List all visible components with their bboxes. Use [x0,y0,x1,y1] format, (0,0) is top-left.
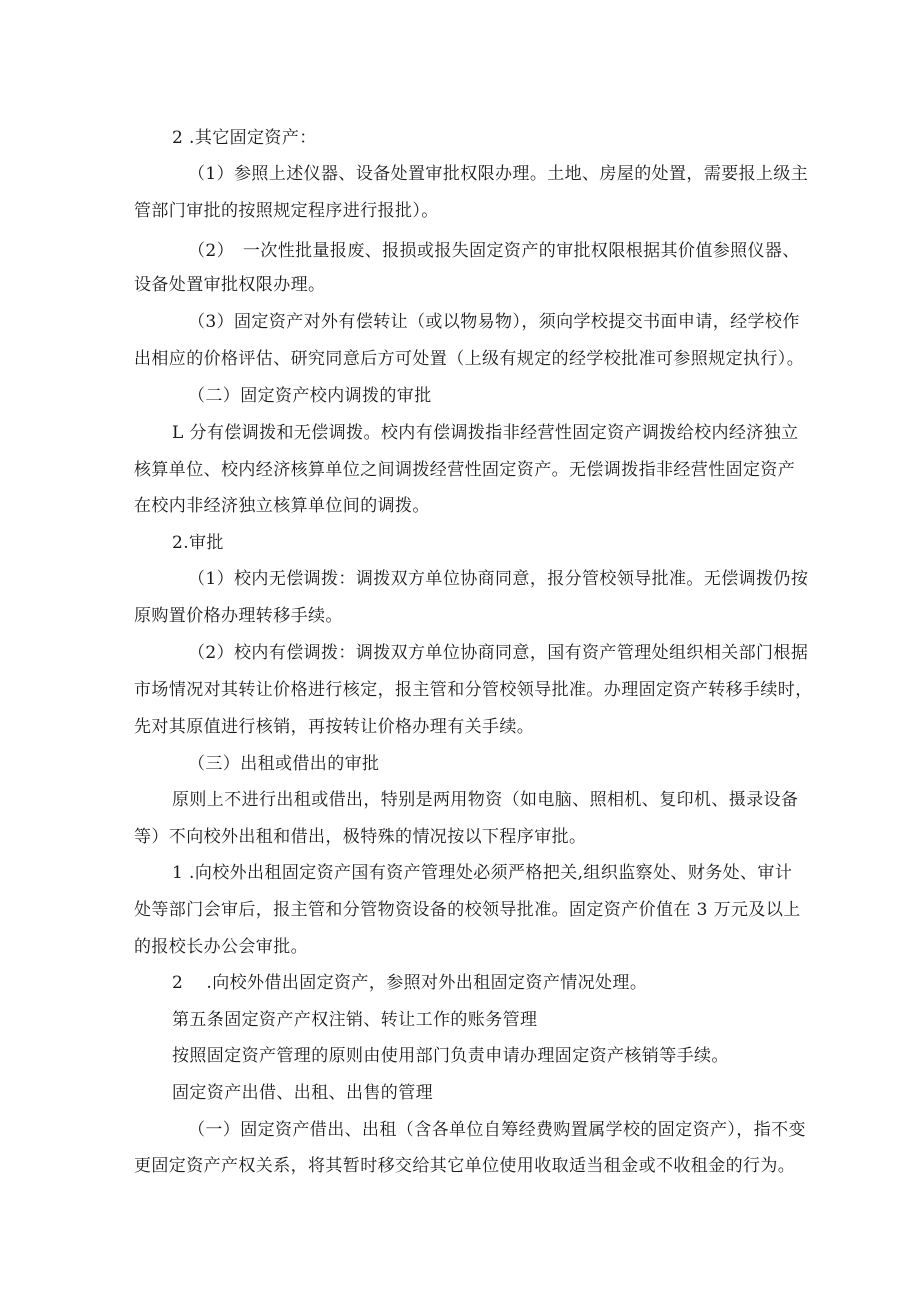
text-line: 核算单位、校内经济核算单位之间调拨经营性固定资产。无偿调拨指非经营性固定资产 [134,460,796,480]
text-line: （1）参照上述仪器、设备处置审批权限办理。土地、房屋的处置，需要报上级主 [188,164,809,184]
text-line: 原购置价格办理转移手续。 [134,606,343,626]
text-line: （一）固定资产借出、出租（含各单位自筹经费购置属学校的固定资产），指不变 [188,1120,806,1140]
text-line: 原则上不进行出租或借出，特别是两用物资（如电脑、照相机、复印机、摄录设备 [172,790,799,810]
text-line: 市场情况对其转让价格进行核定，报主管和分管校领导批准。办理固定资产转移手续时， [134,680,813,700]
subsection-heading: 2.审批 [172,533,224,553]
text-line: 出相应的价格评估、研究同意后方可处置（上级有规定的经学校批准可参照规定执行）。 [134,349,805,369]
text-line: 在校内非经济独立核算单位间的调拨。 [134,496,430,516]
text-line: （2）校内有偿调拨：调拨双方单位协商同意，国有资产管理处组织相关部门根据 [188,643,809,663]
article-heading: 第五条固定资产产权注销、转让工作的账务管理 [172,1010,538,1030]
text-line: 等）不向校外出租和借出，极特殊的情况按以下程序审批。 [134,827,587,847]
text-line: 按照固定资产管理的原则由使用部门负责申请办理固定资产核销等手续。 [172,1046,729,1066]
text-line: 2 .向校外借出固定资产，参照对外出租固定资产情况处理。 [172,973,648,993]
text-line: （1）校内无偿调拨：调拨双方单位协商同意，报分管校领导批准。无偿调拨仍按 [188,569,809,589]
text-line: 管部门审批的按照规定程序进行报批）。 [134,201,439,221]
text-line: 1 .向校外出租固定资产国有资产管理处必须严格把关,组织监察处、财务处、审计 [172,863,793,883]
section-heading: （三）出租或借出的审批 [188,754,380,774]
text-line: 的报校长办公会审批。 [134,937,308,957]
text-line: 处等部门会审后，报主管和分管物资设备的校领导批准。固定资产价值在 3 万元及以上 [134,900,801,920]
text-line: L 分有偿调拨和无偿调拨。校内有偿调拨指非经营性固定资产调拨给校内经济独立 [172,423,799,443]
text-line: （2） 一次性批量报废、报损或报失固定资产的审批权限根据其价值参照仪器、 [188,241,800,261]
text-line: 先对其原值进行核销，再按转让价格办理有关手续。 [134,717,535,737]
section-heading: （二）固定资产校内调拨的审批 [188,386,432,406]
text-line: 2 .其它固定资产： [172,128,317,148]
section-heading: 固定资产出借、出租、出售的管理 [172,1083,433,1103]
text-line: （3）固定资产对外有偿转让（或以物易物），须向学校提交书面申请，经学校作 [188,312,800,332]
text-line: 设备处置审批权限办理。 [134,275,326,295]
text-line: 更固定资产产权关系，将其暂时移交给其它单位使用收取适当租金或不收租金的行为。 [134,1156,796,1176]
